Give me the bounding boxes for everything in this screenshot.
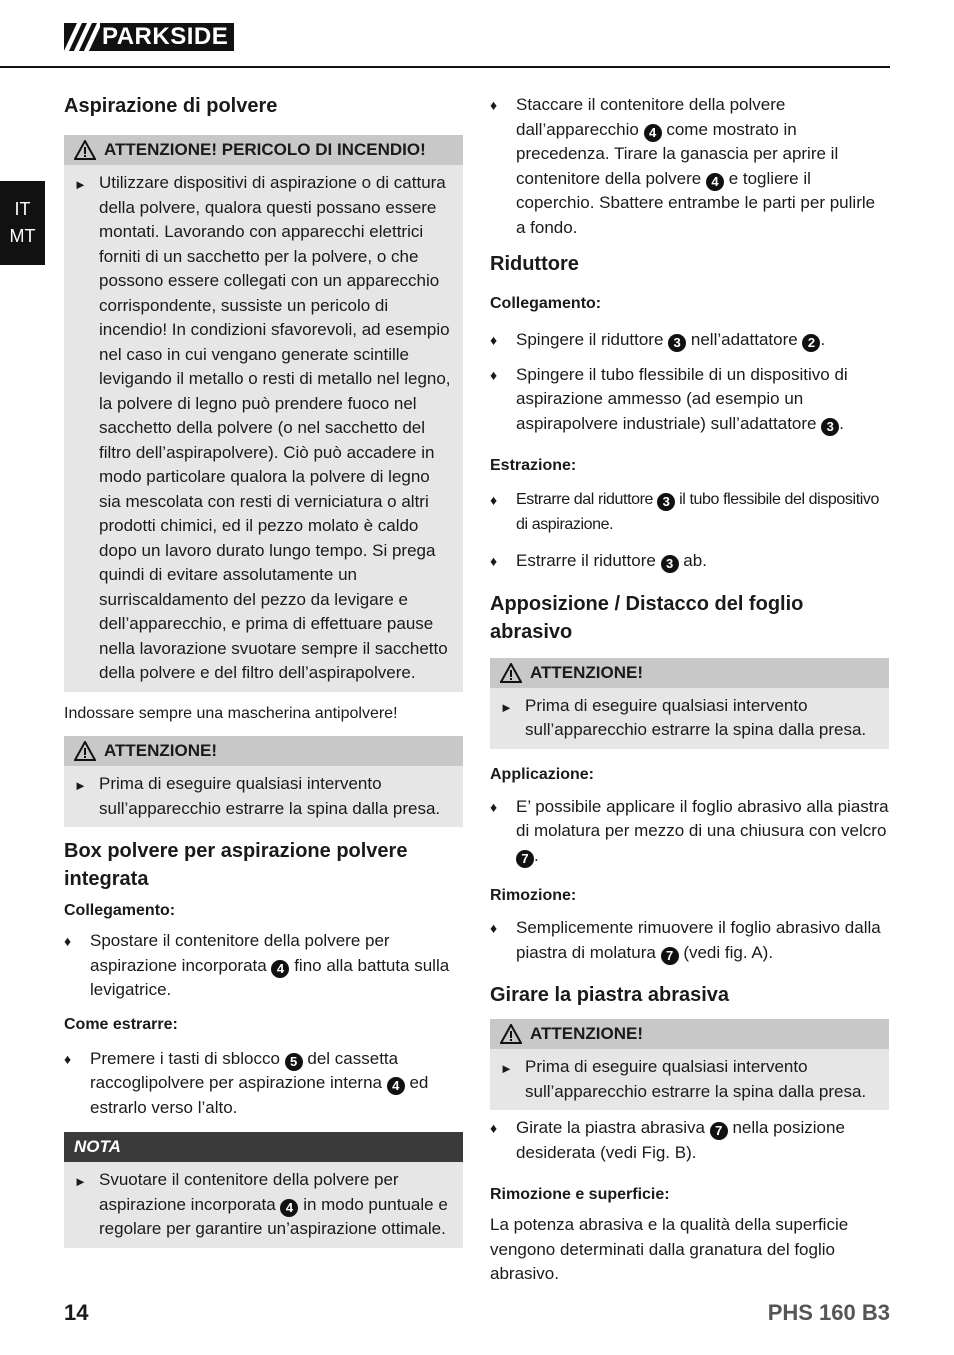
warning-triangle-icon	[500, 663, 522, 683]
bullet-text: nella posizione desiderata (vedi Fig. B).	[516, 1118, 845, 1162]
part-number-badge: 7	[661, 947, 679, 965]
warning-body	[64, 766, 463, 827]
heading-box-polvere: Box polvere per aspirazione polvere integrata	[64, 840, 408, 890]
bullet-text: Premere i tasti di sblocco	[90, 1048, 280, 1068]
part-number-badge: 2	[802, 334, 820, 352]
note-title: NOTA	[64, 1132, 463, 1162]
diamond-bullet-icon: ♦	[490, 97, 498, 113]
part-number-badge: 3	[821, 418, 839, 436]
warning-header	[64, 135, 463, 165]
bullet-text: ed estrarlo verso l’alto.	[90, 1073, 429, 1117]
warning-title: ATTENZIONE! PERICOLO DI INCENDIO!	[104, 140, 426, 159]
subheading-superficie: Rimozione e superficie:	[490, 1186, 670, 1203]
left-column	[64, 90, 463, 1248]
note-text: Svuotare il contenitore della polvere per aspirazione incorporata	[99, 1170, 399, 1214]
diamond-bullet-icon: ♦	[490, 553, 498, 569]
diamond-bullet-icon: ♦	[490, 492, 497, 508]
list-item: ♦ Spingere il tubo flessibile di un dispositivo di aspirazione ammesso (ad esempio un aspirapolvere industriale) sull’adattatore 3 .	[490, 363, 889, 437]
paragraph-superficie: La potenza abrasiva e la qualità della superficie vengono determinati dalla granatura del foglio abrasivo.	[490, 1215, 849, 1283]
diamond-bullet-icon: ♦	[490, 332, 498, 348]
bullet-text: nell’adattatore	[690, 330, 798, 349]
bullet-text: Staccare il contenitore della polvere dall’apparecchio	[516, 95, 786, 139]
subheading-estrazione: Estrazione:	[490, 457, 577, 474]
bullet-text: come mostrato in precedenza. Tirare la ganascia per aprire il contenitore della polvere	[516, 119, 839, 188]
part-number-badge: 4	[271, 960, 289, 978]
diamond-bullet-icon: ♦	[490, 1120, 498, 1136]
warning-body	[64, 165, 463, 692]
pointer-arrow-icon: ►	[74, 1174, 87, 1189]
note-box	[64, 1132, 463, 1248]
warning-body	[490, 688, 889, 749]
bullet-text: Spingere il tubo flessibile di un dispositivo di aspirazione ammesso (ad esempio un aspirapolvere industriale) sull’adattatore	[516, 364, 848, 433]
list-item	[490, 93, 889, 240]
mask-notice: Indossare sempre una mascherina antipolvere!	[64, 704, 398, 722]
warning-box-fire	[64, 135, 463, 692]
bullet-text: e togliere il coperchio. Sbattere entrambe le parti per pulirle a fondo.	[516, 168, 876, 237]
warning-box-plug	[490, 658, 889, 749]
bullet-text: fino alla battuta sulla levigatrice.	[90, 955, 450, 999]
warning-title: ATTENZIONE!	[104, 741, 218, 760]
bullet-text: il tubo flessibile del dispositivo di aspirazione.	[516, 491, 879, 533]
subheading-come-estrarre: Come estrarre:	[64, 1015, 178, 1033]
language-tab	[0, 181, 45, 265]
lang-code-mt: MT	[9, 226, 36, 246]
part-number-badge: 7	[710, 1122, 728, 1140]
warning-box-plug	[64, 736, 463, 827]
list-item	[490, 549, 889, 574]
subheading-applicazione: Applicazione:	[490, 765, 595, 783]
subheading-collegamento: Collegamento:	[64, 902, 176, 919]
part-number-badge: 4	[706, 173, 724, 191]
list-item	[64, 1047, 463, 1121]
warning-header	[490, 1019, 889, 1049]
list-item: ♦ E’ possibile applicare il foglio abrasivo alla piastra di molatura per mezzo di una chiusura con velcro 7 .	[490, 795, 889, 869]
bullet-text: Spingere il riduttore	[516, 330, 664, 349]
model-number: PHS 160 B3	[767, 1300, 890, 1325]
part-number-badge: 4	[387, 1077, 405, 1095]
bullet-text: (vedi fig. A).	[683, 942, 774, 962]
bullet-text: ab.	[683, 551, 707, 570]
diamond-bullet-icon: ♦	[490, 366, 498, 383]
right-column	[490, 90, 889, 1287]
part-number-badge: 7	[516, 850, 534, 868]
heading-aspirazione: Aspirazione di polvere	[64, 95, 278, 117]
brand-name: PARKSIDE	[100, 23, 234, 51]
pointer-arrow-icon: ►	[74, 778, 87, 793]
part-number-badge: 4	[280, 1199, 298, 1217]
bullet-text: Spostare il contenitore della polvere per aspirazione incorporata	[90, 931, 390, 975]
brand-logo	[64, 22, 234, 52]
pointer-arrow-icon: ►	[500, 1061, 513, 1076]
bullet-text: Girate la piastra abrasiva	[516, 1118, 705, 1137]
heading-apposizione: Apposizione / Distacco del foglio abrasivo	[490, 592, 804, 643]
warning-body	[490, 1049, 889, 1110]
diamond-bullet-icon: ♦	[64, 1050, 72, 1067]
note-text: in modo puntuale e regolare per garantire un’aspirazione ottimale.	[99, 1194, 448, 1238]
heading-riduttore: Riduttore	[490, 253, 579, 275]
warning-triangle-icon	[74, 741, 96, 761]
bullet-text: Estrarre il riduttore	[516, 551, 656, 570]
pointer-arrow-icon: ►	[74, 177, 87, 192]
warning-title: ATTENZIONE!	[530, 662, 644, 682]
list-item	[490, 488, 889, 537]
diamond-bullet-icon: ♦	[490, 798, 498, 815]
subheading-rimozione: Rimozione:	[490, 887, 577, 904]
warning-header	[64, 736, 463, 766]
part-number-badge: 4	[644, 124, 662, 142]
warning-text: Prima di eseguire qualsiasi intervento sull’apparecchio estrarre la spina dalla presa.	[525, 1057, 867, 1101]
heading-girare: Girare la piastra abrasiva	[490, 984, 730, 1006]
header-divider	[0, 66, 890, 68]
diamond-bullet-icon: ♦	[490, 920, 498, 936]
part-number-badge: 3	[657, 493, 675, 511]
warning-header	[490, 658, 889, 688]
subheading-collegamento: Collegamento:	[490, 295, 602, 312]
bullet-text: Semplicemente rimuovere il foglio abrasivo dalla piastra di molatura	[516, 918, 881, 962]
bullet-text: del cassetta raccoglipolvere per aspirazione interna	[90, 1048, 399, 1092]
part-number-badge: 3	[661, 555, 679, 573]
list-item	[490, 1116, 889, 1165]
part-number-badge: 5	[285, 1053, 303, 1071]
warning-box-plug	[490, 1019, 889, 1110]
warning-triangle-icon	[74, 140, 96, 160]
logo-stripes-icon	[64, 23, 100, 51]
warning-title: ATTENZIONE!	[530, 1024, 644, 1043]
warning-text: Prima di eseguire qualsiasi intervento sull’apparecchio estrarre la spina dalla presa.	[99, 774, 441, 818]
pointer-arrow-icon: ►	[500, 699, 513, 715]
list-item	[490, 916, 889, 965]
list-item	[64, 929, 463, 1003]
bullet-text: E’ possibile applicare il foglio abrasivo alla piastra di molatura per mezzo di una chiusura con velcro	[516, 796, 889, 840]
bullet-text: Estrarre dal riduttore	[516, 491, 654, 508]
list-item: ♦ Spingere il riduttore 3 nell’adattatore 2 .	[490, 328, 889, 353]
warning-triangle-icon	[500, 1024, 522, 1044]
lang-code-it: IT	[14, 199, 31, 219]
page-number: 14	[64, 1300, 89, 1325]
note-body	[64, 1162, 463, 1248]
diamond-bullet-icon: ♦	[64, 933, 72, 949]
warning-text: Utilizzare dispositivi di aspirazione o di cattura della polvere, qualora questi possano essere montati. Lavorando con apparecchi elettrici forniti di un sacchetto per la polvere, o che possono essere collegati con un apparecchio corrispondente, sussiste un pericolo di incendio! In condizioni sfavorevoli, ad esempio nel caso in cui vengano generate scintille levigando il metallo o resti di metallo nel legno, la polvere di legno può prendere fuoco nel sacchetto della polvere (o nel sacchetto del filtro dell’aspirapolvere). Ciò può accadere in modo particolare qualora la polvere di legno sia mescolata con resti di verniciatura o altri prodotti chimici, ed il pezzo molato è caldo dopo un lavoro durato lungo tempo. Si prega quindi di evitare assolutamente un surriscaldamento del pezzo da levigare e dell’apparecchio, e prima di effettuare pause nella lavorazione svuotare sempre il sacchetto della polvere e del filtro dell’aspirapolvere.	[99, 173, 451, 682]
part-number-badge: 3	[668, 334, 686, 352]
warning-text: Prima di eseguire qualsiasi intervento sull’apparecchio estrarre la spina dalla presa.	[525, 695, 867, 739]
